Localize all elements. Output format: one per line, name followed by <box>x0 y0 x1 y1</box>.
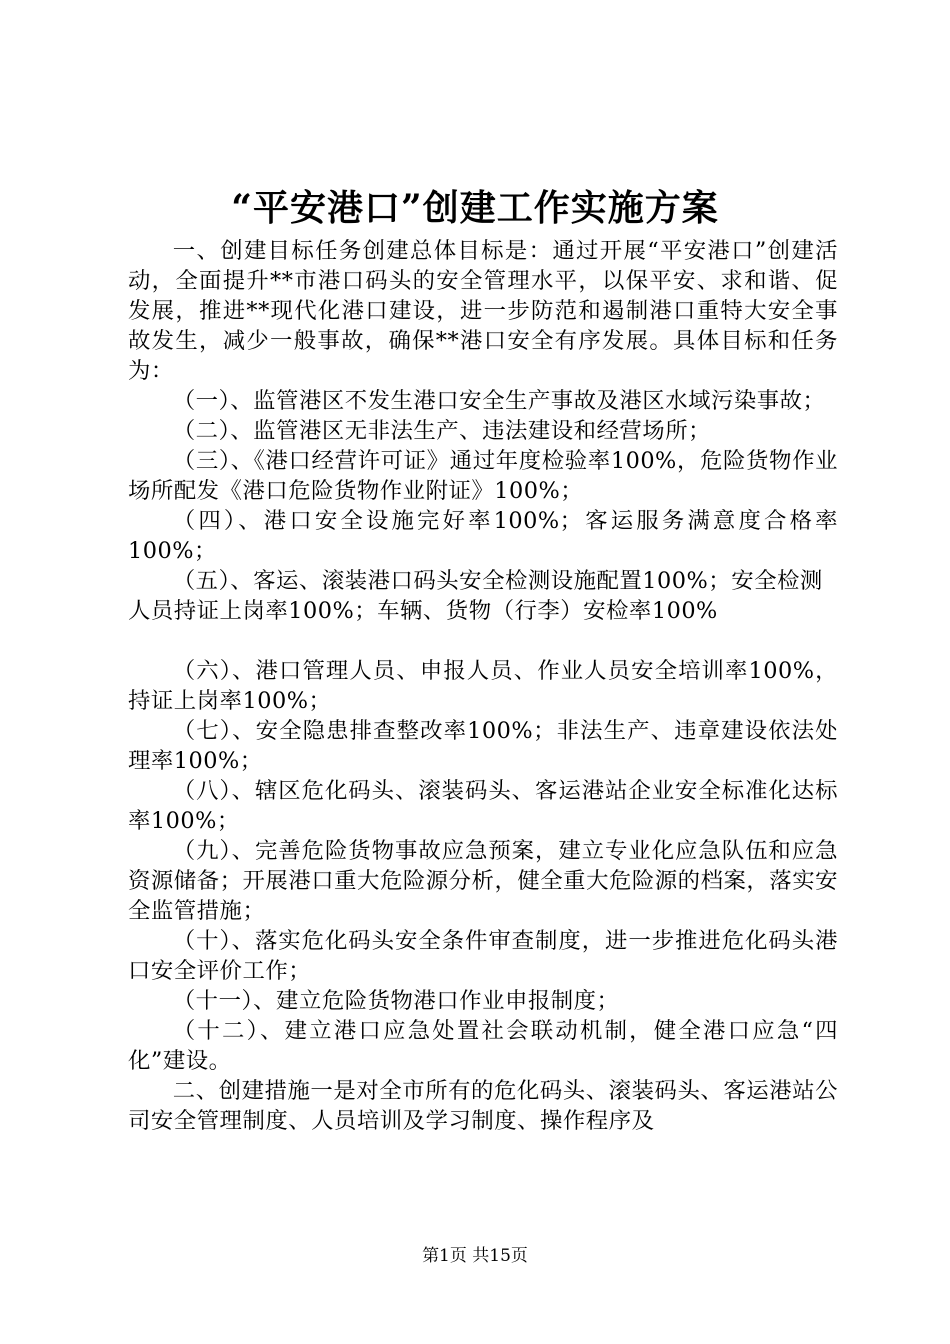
paragraph-goals-intro: 一、创建目标任务创建总体目标是：通过开展“平安港口”创建活动，全面提升**市港口码头的安全管理水平，以保平安、求和谐、促发展，推进**现代化港口建设，进一步防范和遏制港口重特大安全事故发生，减少一般事故，确保**港口安全有序发展。具体目标和任务为： <box>128 238 838 384</box>
paragraph-item-1: （一）、监管港区不发生港口安全生产事故及港区水域污染事故； <box>172 388 826 414</box>
paragraph-item-9: （九）、完善危险货物事故应急预案，建立专业化应急队伍和应急资源储备；开展港口重大危险源分析，健全重大危险源的档案，落实安全监管措施； <box>128 838 838 924</box>
paragraph-item-6: （六）、港口管理人员、申报人员、作业人员安全培训率100%，持证上岗率100%； <box>128 658 838 714</box>
paragraph-item-4: （四）、港口安全设施完好率100%；客运服务满意度合格率100%； <box>128 508 838 564</box>
paragraph-item-8: （八）、辖区危化码头、滚装码头、客运港站企业安全标准化达标率100%； <box>128 778 838 834</box>
document-body <box>128 236 838 1136</box>
paragraph-item-3: （三）、《港口经营许可证》通过年度检验率100%，危险货物作业场所配发《港口危险货物作业附证》100%； <box>128 448 838 504</box>
paragraph-gap <box>128 626 838 656</box>
paragraph-item-2: （二）、监管港区无非法生产、违法建设和经营场所； <box>172 418 711 444</box>
paragraph-item-11: （十一）、建立危险货物港口作业申报制度； <box>172 988 620 1014</box>
document-title: “平安港口”创建工作实施方案 <box>231 187 719 229</box>
page-number-footer: 第1页 共15页 <box>422 1246 528 1266</box>
paragraph-item-7: （七）、安全隐患排查整改率100%；非法生产、违章建设依法处理率100%； <box>128 718 838 774</box>
paragraph-measures: 二、创建措施一是对全市所有的危化码头、滚装码头、客运港站公司安全管理制度、人员培训及学习制度、操作程序及 <box>128 1078 838 1134</box>
paragraph-item-12: （十二）、建立港口应急处置社会联动机制，健全港口应急“四化”建设。 <box>128 1018 838 1074</box>
paragraph-item-10: （十）、落实危化码头安全条件审查制度，进一步推进危化码头港口安全评价工作； <box>128 928 838 984</box>
paragraph-item-5: （五）、客运、滚装港口码头安全检测设施配置100%；安全检测人员持证上岗率100%；车辆、货物（行李）安检率100% <box>128 568 823 624</box>
